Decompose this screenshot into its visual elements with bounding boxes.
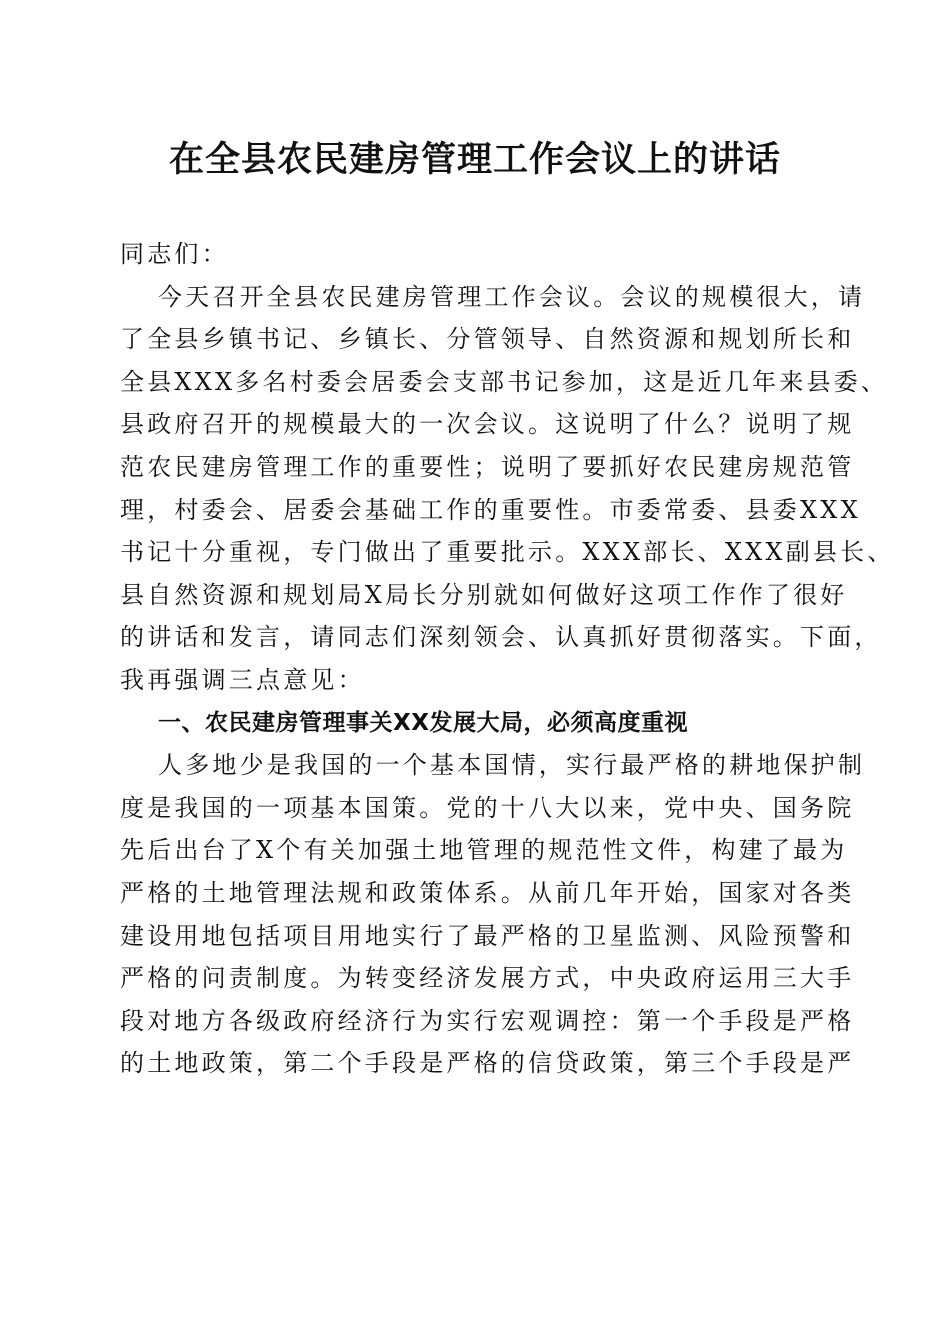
paragraph-line: 人多地少是我国的一个基本国情，实行最严格的耕地保护制 bbox=[158, 751, 866, 780]
paragraph-line: 全县XXX多名村委会居委会支部书记参加，这是近几年来县委、 bbox=[120, 367, 889, 396]
document-title: 在全县农民建房管理工作会议上的讲话 bbox=[168, 139, 781, 180]
paragraph-line: 县自然资源和规划局X局长分别就如何做好这项工作作了很好 bbox=[120, 580, 848, 609]
paragraph-line: 段对地方各级政府经济行为实行宏观调控：第一个手段是严格 bbox=[120, 1006, 855, 1035]
paragraph-line: 严格的问责制度。为转变经济发展方式，中央政府运用三大手 bbox=[120, 964, 855, 993]
paragraph-line: 理，村委会、居委会基础工作的重要性。市委常委、县委XXX bbox=[120, 495, 861, 524]
paragraph-line: 我再强调三点意见： bbox=[120, 665, 365, 694]
document-body bbox=[120, 233, 895, 1085]
paragraph-line: 建设用地包括项目用地实行了最严格的卫星监测、风险预警和 bbox=[120, 921, 855, 950]
paragraph-line: 了全县乡镇书记、乡镇长、分管领导、自然资源和规划所长和 bbox=[120, 325, 855, 354]
paragraph-line: 范农民建房管理工作的重要性；说明了要抓好农民建房规范管 bbox=[120, 452, 855, 481]
salutation: 同志们： bbox=[120, 240, 229, 268]
paragraph-line: 度是我国的一项基本国策。党的十八大以来，党中央、国务院 bbox=[120, 793, 855, 822]
section-heading: 一、农民建房管理事关XX发展大局，必须高度重视 bbox=[158, 709, 688, 736]
paragraph-line: 书记十分重视，专门做出了重要批示。XXX部长、XXX副县长、 bbox=[120, 538, 895, 567]
paragraph-line: 县政府召开的规模最大的一次会议。这说明了什么？说明了规 bbox=[120, 410, 855, 439]
paragraph-line: 的讲话和发言，请同志们深刻领会、认真抓好贯彻落实。下面， bbox=[120, 623, 882, 652]
paragraph-line: 先后出台了X个有关加强土地管理的规范性文件，构建了最为 bbox=[120, 836, 848, 865]
paragraph-line: 的土地政策，第二个手段是严格的信贷政策，第三个手段是严 bbox=[120, 1049, 855, 1078]
paragraph-line: 严格的土地管理法规和政策体系。从前几年开始，国家对各类 bbox=[120, 878, 855, 907]
paragraph-line: 今天召开全县农民建房管理工作会议。会议的规模很大，请 bbox=[158, 282, 866, 311]
